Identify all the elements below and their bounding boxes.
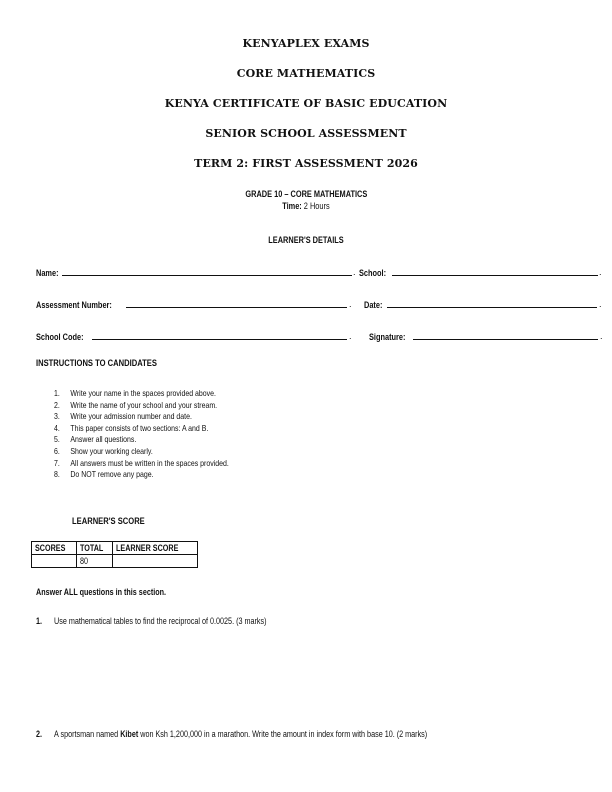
instruction-item: 4. This paper consists of two sections: A and B. bbox=[54, 422, 209, 433]
learner-score-heading: LEARNER'S SCORE bbox=[72, 516, 145, 527]
row-assessment-date bbox=[36, 296, 602, 310]
score-table bbox=[31, 541, 198, 568]
date-field[interactable]: Date: . bbox=[364, 299, 602, 310]
name-line[interactable] bbox=[62, 275, 352, 276]
instruction-item: 5. Answer all questions. bbox=[54, 434, 137, 445]
instruction-item: 8. Do NOT remove any page. bbox=[54, 469, 154, 480]
question-2 bbox=[36, 729, 427, 739]
row-code-signature bbox=[36, 328, 602, 342]
school-field[interactable]: School: . bbox=[359, 267, 602, 278]
col-scores: SCORES bbox=[32, 542, 77, 555]
grade-subtitle: GRADE 10 – CORE MATHEMATICS bbox=[245, 189, 367, 199]
instruction-item: 7. All answers must be written in the spaces provided. bbox=[54, 457, 229, 468]
learner-score-cell[interactable] bbox=[113, 555, 198, 568]
score-value-row bbox=[32, 555, 198, 568]
time-label: Time: bbox=[282, 201, 302, 211]
time-allowed bbox=[0, 201, 612, 211]
instruction-item: 6. Show your working clearly. bbox=[54, 445, 153, 456]
assessment-number-field[interactable]: Assessment Number: . bbox=[36, 299, 352, 310]
instruction-item: 1. Write your name in the spaces provided above. bbox=[54, 388, 216, 398]
total-cell: 80 bbox=[77, 555, 113, 568]
question-text-before: A sportsman named bbox=[54, 729, 121, 739]
score-header-row bbox=[32, 542, 198, 555]
question-text-after: won Ksh 1,200,000 in a marathon. Write the amount in index form with base 10. (2 marks) bbox=[138, 729, 428, 739]
school-code-field[interactable]: School Code: . bbox=[36, 331, 352, 342]
question-number: 2. bbox=[36, 729, 43, 739]
subject-title: CORE MATHEMATICS bbox=[236, 67, 376, 80]
school-code-line[interactable] bbox=[92, 339, 347, 340]
exam-provider-title: KENYAPLEX EXAMS bbox=[242, 37, 370, 50]
section-instruction: Answer ALL questions in this section. bbox=[36, 587, 167, 597]
question-bold-name: Kibet bbox=[120, 729, 139, 739]
instruction-item: 3. Write your admission number and date. bbox=[54, 411, 192, 422]
assessment-title: SENIOR SCHOOL ASSESSMENT bbox=[205, 127, 407, 140]
school-line[interactable] bbox=[392, 275, 598, 276]
certificate-title: KENYA CERTIFICATE OF BASIC EDUCATION bbox=[164, 97, 448, 110]
instruction-item: 2. Write the name of your school and your stream. bbox=[54, 399, 218, 410]
signature-line[interactable] bbox=[413, 339, 598, 340]
time-value: 2 Hours bbox=[301, 201, 330, 211]
assessment-number-line[interactable] bbox=[126, 307, 347, 308]
instructions-list bbox=[54, 388, 267, 481]
instructions-heading: INSTRUCTIONS TO CANDIDATES bbox=[36, 358, 157, 369]
term-title: TERM 2: FIRST ASSESSMENT 2026 bbox=[194, 157, 418, 170]
name-field[interactable]: Name: . bbox=[36, 267, 356, 278]
date-line[interactable] bbox=[387, 307, 597, 308]
question-1 bbox=[36, 616, 267, 626]
scores-cell[interactable] bbox=[32, 555, 77, 568]
signature-field[interactable]: Signature: . bbox=[369, 331, 603, 342]
question-number: 1. bbox=[36, 616, 43, 626]
question-text: Use mathematical tables to find the reciprocal of 0.0025. (3 marks) bbox=[54, 616, 267, 626]
col-total: TOTAL bbox=[77, 542, 113, 555]
col-learner-score: LEARNER SCORE bbox=[113, 542, 198, 555]
row-name-school bbox=[36, 264, 602, 278]
learner-details-heading: LEARNER'S DETAILS bbox=[268, 235, 344, 245]
